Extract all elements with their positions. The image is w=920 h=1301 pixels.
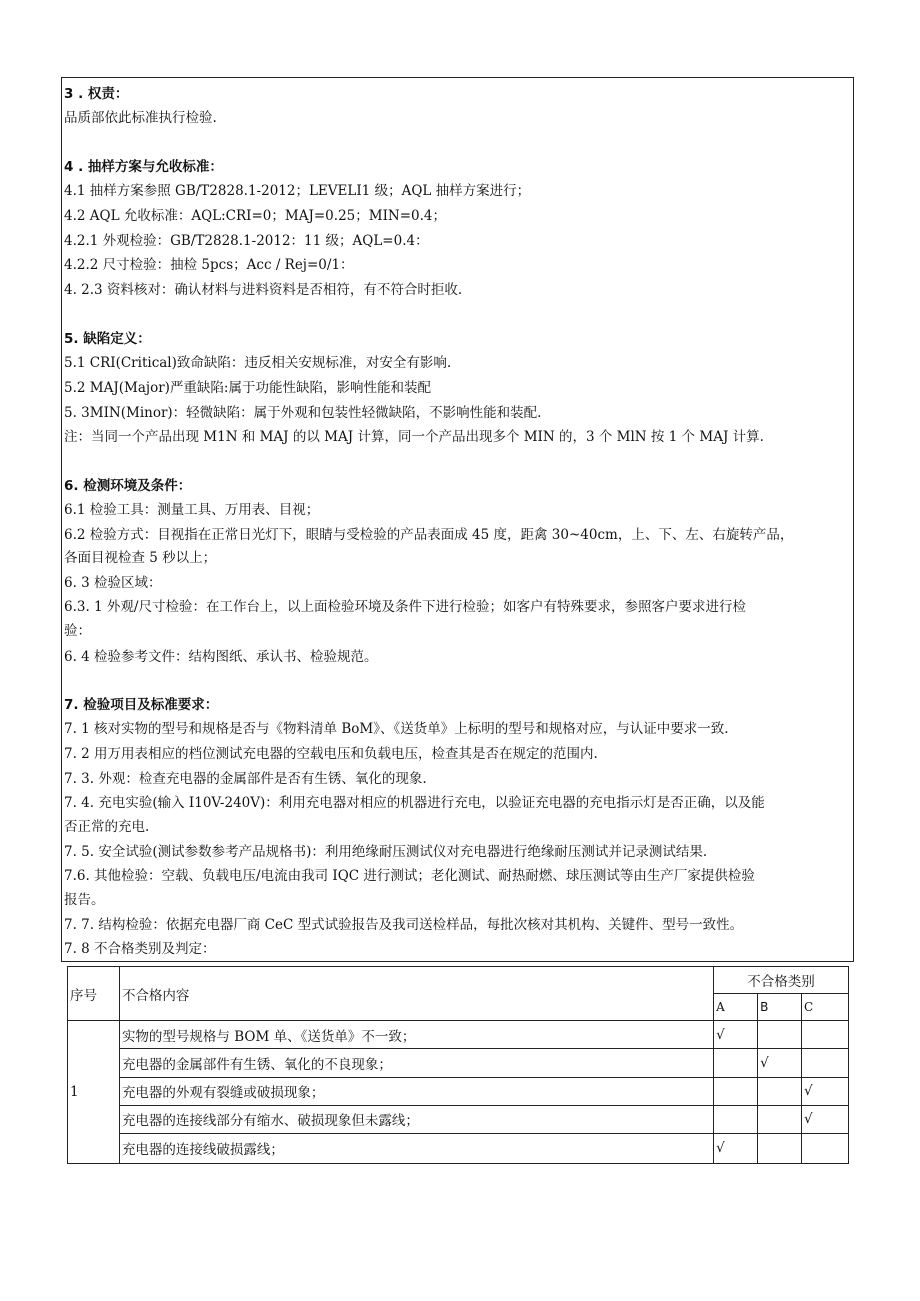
text-line: 7. 8 不合格类别及判定：	[64, 941, 216, 957]
check-b	[758, 1021, 802, 1049]
check-b	[758, 1105, 802, 1133]
text-line: 否正常的充电.	[64, 819, 150, 835]
text-line: 6.2 检验方式：目视指在正常日光灯下，眼睛与受检验的产品表面成 45 度，距禽 30~40cm，上、下、左、右旋转产品，	[64, 527, 794, 543]
check-b	[758, 1077, 802, 1105]
text-line: 5. 3MIN(Minor)：轻微缺陷：属于外观和包装性轻微缺陷，不影响性能和装配.	[64, 405, 542, 421]
text-line: 7. 4. 充电实验(输入 I10V-240V)：利用充电器对相应的机器进行充电，以验证充电器的充电指示灯是否正确，以及能	[64, 795, 765, 811]
defect-content: 充电器的连接线破损露线；	[119, 1133, 713, 1163]
text-line: 4. 2.3 资料核对：确认材料与进料资料是否相符，有不符合时拒收.	[64, 282, 463, 298]
defect-category-table	[67, 966, 849, 1164]
check-c: √	[802, 1105, 849, 1133]
section-6-heading: 6. 检测环境及条件：	[64, 478, 192, 494]
header-cat-c: C	[802, 994, 849, 1021]
check-c	[802, 1021, 849, 1049]
text-line: 4.2 AQL 允收标准：AQL:CRI=0；MAJ=0.25；MIN=0.4；	[64, 208, 446, 224]
text-line: 6. 4 检验参考文件：结构图纸、承认书、检验规范。	[64, 649, 378, 665]
text-line: 各面目视检查 5 秒以上；	[64, 550, 217, 566]
defect-content: 充电器的外观有裂缝或破损现象；	[119, 1077, 713, 1105]
text-line: 品质部依此标准执行检验.	[64, 110, 217, 126]
header-seq: 序号	[68, 967, 120, 1021]
text-line: 7. 2 用万用表相应的档位测试充电器的空载电压和负载电压，检查其是否在规定的范围内.	[64, 746, 598, 762]
check-a: √	[714, 1133, 758, 1163]
header-category: 不合格类别	[714, 967, 849, 994]
table-row	[68, 1077, 849, 1105]
section-5-heading: 5. 缺陷定义：	[64, 331, 151, 347]
text-line: 6. 3 检验区域：	[64, 575, 162, 591]
defect-content: 充电器的金属部件有生锈、氧化的不良现象；	[119, 1049, 713, 1077]
text-line: 6.3. 1 外观/尺寸检验：在工作台上，以上面检验环境及条件下进行检验；如客户有特殊要求，参照客户要求进行检	[64, 599, 746, 615]
header-cat-b: B	[758, 994, 802, 1021]
text-line: 报告。	[64, 892, 105, 908]
section-4-heading: 4 . 抽样方案与允收标准：	[64, 159, 223, 175]
check-c	[802, 1049, 849, 1077]
check-a: √	[714, 1021, 758, 1049]
header-content: 不合格内容	[119, 967, 713, 1021]
text-line: 7. 5. 安全试验(测试参数参考产品规格书)：利用绝缘耐压测试仪对充电器进行绝缘耐压测试并记录测试结果.	[64, 844, 708, 860]
defect-content: 充电器的连接线部分有缩水、破损现象但未露线；	[119, 1105, 713, 1133]
text-line: 4.2.2 尺寸检验：抽检 5pcs；Acc / Rej=0/1：	[64, 257, 354, 273]
text-line: 7. 7. 结构检验：依据充电器厂商 CeC 型式试验报告及我司送检样品，每批次核对其机构、关键件、型号一致性。	[64, 917, 744, 933]
table-row	[68, 1133, 849, 1163]
text-line: 4.1 抽样方案参照 GB/T2828.1-2012；LEVELI1 级；AQL 抽样方案进行；	[64, 183, 531, 199]
text-line: 6.1 检验工具：测量工具、万用表、目视；	[64, 502, 320, 518]
group-number: 1	[68, 1021, 120, 1164]
check-a	[714, 1077, 758, 1105]
header-cat-a: A	[714, 994, 758, 1021]
defect-content: 实物的型号规格与 BOM 单、《送货单》不一致；	[119, 1021, 713, 1049]
text-line: 4.2.1 外观检验：GB/T2828.1-2012：11 级；AQL=0.4：	[64, 233, 429, 249]
check-c: √	[802, 1077, 849, 1105]
text-line: 7. 1 核对实物的型号和规格是否与《物料清单 BoM》、《送货单》上标明的型号和规格对应，与认证中要求一致.	[64, 721, 729, 737]
table-row	[68, 1105, 849, 1133]
table-row	[68, 1021, 849, 1049]
check-b: √	[758, 1049, 802, 1077]
text-line: 验：	[64, 623, 91, 639]
section-3-heading: 3 . 权责：	[64, 86, 129, 102]
text-line: 5.2 MAJ(Major)严重缺陷:属于功能性缺陷，影响性能和装配	[64, 380, 431, 396]
text-line: 7.6. 其他检验：空载、负载电压/电流由我司 IQC 进行测试；老化测试、耐热耐燃、球压测试等由生产厂家提供检验	[64, 868, 755, 884]
note-line: 注：当同一个产品出现 M1N 和 MAJ 的以 MAJ 计算，同一个产品出现多个 MIN 的，3 个 MlN 按 1 个 MAJ 计算.	[64, 429, 764, 445]
check-a	[714, 1049, 758, 1077]
check-b	[758, 1133, 802, 1163]
section-7-heading: 7. 检验项目及标准要求：	[64, 697, 219, 713]
table-row	[68, 1049, 849, 1077]
text-line: 7. 3. 外观：检查充电器的金属部件是否有生锈、氧化的现象.	[64, 771, 427, 787]
text-line: 5.1 CRI(Critical)致命缺陷：违反相关安规标准，对安全有影响.	[64, 355, 452, 371]
check-a	[714, 1105, 758, 1133]
check-c	[802, 1133, 849, 1163]
